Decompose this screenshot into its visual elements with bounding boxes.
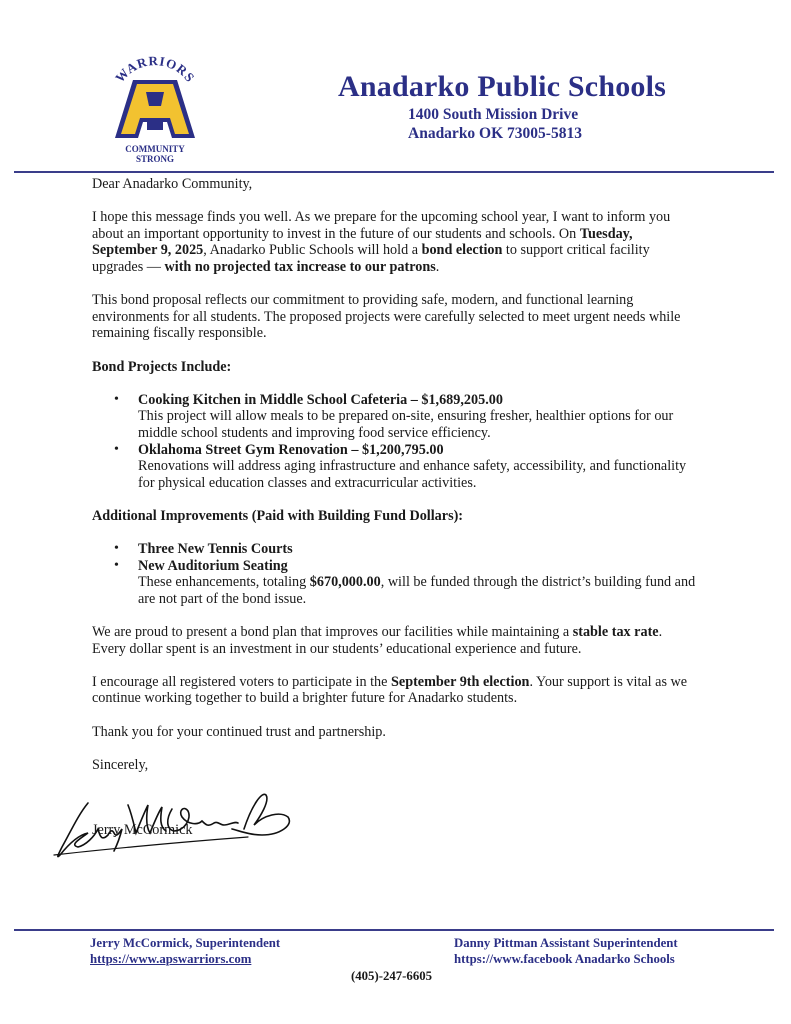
list-item xyxy=(114,391,698,442)
signature xyxy=(48,785,308,865)
additional-item: Three New Tennis Courts xyxy=(138,541,293,558)
address-line-1: 1400 South Mission Drive xyxy=(408,106,579,123)
no-tax-increase-text: with no projected tax increase to our patrons xyxy=(164,258,436,275)
footer-phone: (405)-247-6605 xyxy=(351,969,433,983)
additional-item: New Auditorium Seating xyxy=(138,557,288,574)
logo-letter-a-counter xyxy=(146,92,164,106)
salutation: Dear Anadarko Community, xyxy=(92,176,253,192)
footer-assistant-superintendent: Danny Pittman Assistant Superintendent xyxy=(454,936,678,950)
bond-projects-heading: Bond Projects Include: xyxy=(92,358,232,375)
additional-note: These enhancements, totaling $670,000.00, will be funded through the district’s building fund and are not part of the bond issue. xyxy=(138,574,696,607)
bond-project-description: Renovations will address aging infrastructure and enhance safety, accessibility, and functionality for physical education classes and extracurricular activities. xyxy=(138,458,687,491)
logo-base-bar xyxy=(147,122,163,130)
bond-project-title: Oklahoma Street Gym Renovation – $1,200,795.00 xyxy=(138,441,444,458)
stable-tax-rate-text: stable tax rate xyxy=(572,624,659,641)
bullet: • xyxy=(114,557,119,573)
bond-projects-list xyxy=(92,392,698,492)
bond-project-description: This project will allow meals to be prepared on-site, ensuring fresher, healthier options for our middle school students and improving food service efficiency. xyxy=(138,408,674,441)
header-divider xyxy=(14,171,774,173)
proud-paragraph: We are proud to present a bond plan that improves our facilities while maintaining a stable tax rate. Every dollar spent is an investment in our students’ educational experience and future. xyxy=(92,624,663,657)
encourage-paragraph: I encourage all registered voters to participate in the September 9th election. Your support is vital as we continue working together to build a brighter future for Anadarko students. xyxy=(92,673,688,707)
bond-project-title: Cooking Kitchen in Middle School Cafeteria – $1,689,205.00 xyxy=(138,391,503,408)
list-item xyxy=(114,541,698,558)
footer-website-link[interactable]: https://www.apswarriors.com xyxy=(90,952,252,966)
intro-paragraph: I hope this message finds you well. As we prepare for the upcoming school year, I want to inform you about an important opportunity to invest in the future of our students and schools. On Tuesday, September 9, 2025, Anadarko Public Schools will hold a bond election to support critical facility upgrades — with no projected tax increase to our patrons. xyxy=(92,209,671,275)
list-item xyxy=(114,441,698,492)
footer-superintendent: Jerry McCormick, Superintendent xyxy=(90,936,281,950)
bond-election-term: bond election xyxy=(421,242,503,259)
footer-facebook: https://www.facebook Anadarko Schools xyxy=(454,952,675,966)
list-item xyxy=(114,557,698,608)
closing: Sincerely, xyxy=(92,756,149,773)
additional-improvements-list xyxy=(92,541,698,607)
bullet: • xyxy=(114,391,119,407)
thanks-paragraph: Thank you for your continued trust and partnership. xyxy=(92,723,386,740)
additional-improvements-heading: Additional Improvements (Paid with Building Fund Dollars): xyxy=(92,507,464,524)
letter-body xyxy=(92,176,698,839)
footer-divider xyxy=(14,929,774,931)
election-date: Tuesday, September 9, 2025 xyxy=(92,225,633,259)
commitment-paragraph: This bond proposal reflects our commitment to providing safe, modern, and functional learning environments for all students. The proposed projects were carefully selected to meet urgent needs while remaining fiscally responsible. xyxy=(92,292,681,342)
signer-name: Jerry McCormick xyxy=(92,822,193,839)
election-reference: September 9th election xyxy=(391,673,530,690)
school-logo xyxy=(100,48,210,166)
logo-arc-text: WARRIORS xyxy=(112,53,199,86)
bullet: • xyxy=(114,441,119,457)
logo-tagline-1: COMMUNITY xyxy=(125,144,185,154)
building-fund-total: $670,000.00 xyxy=(309,574,381,591)
logo-tagline-2: STRONG xyxy=(135,154,175,164)
bullet: • xyxy=(114,541,119,557)
address-line-2: Anadarko OK 73005-5813 xyxy=(408,125,582,142)
school-name: Anadarko Public Schools xyxy=(338,70,667,103)
